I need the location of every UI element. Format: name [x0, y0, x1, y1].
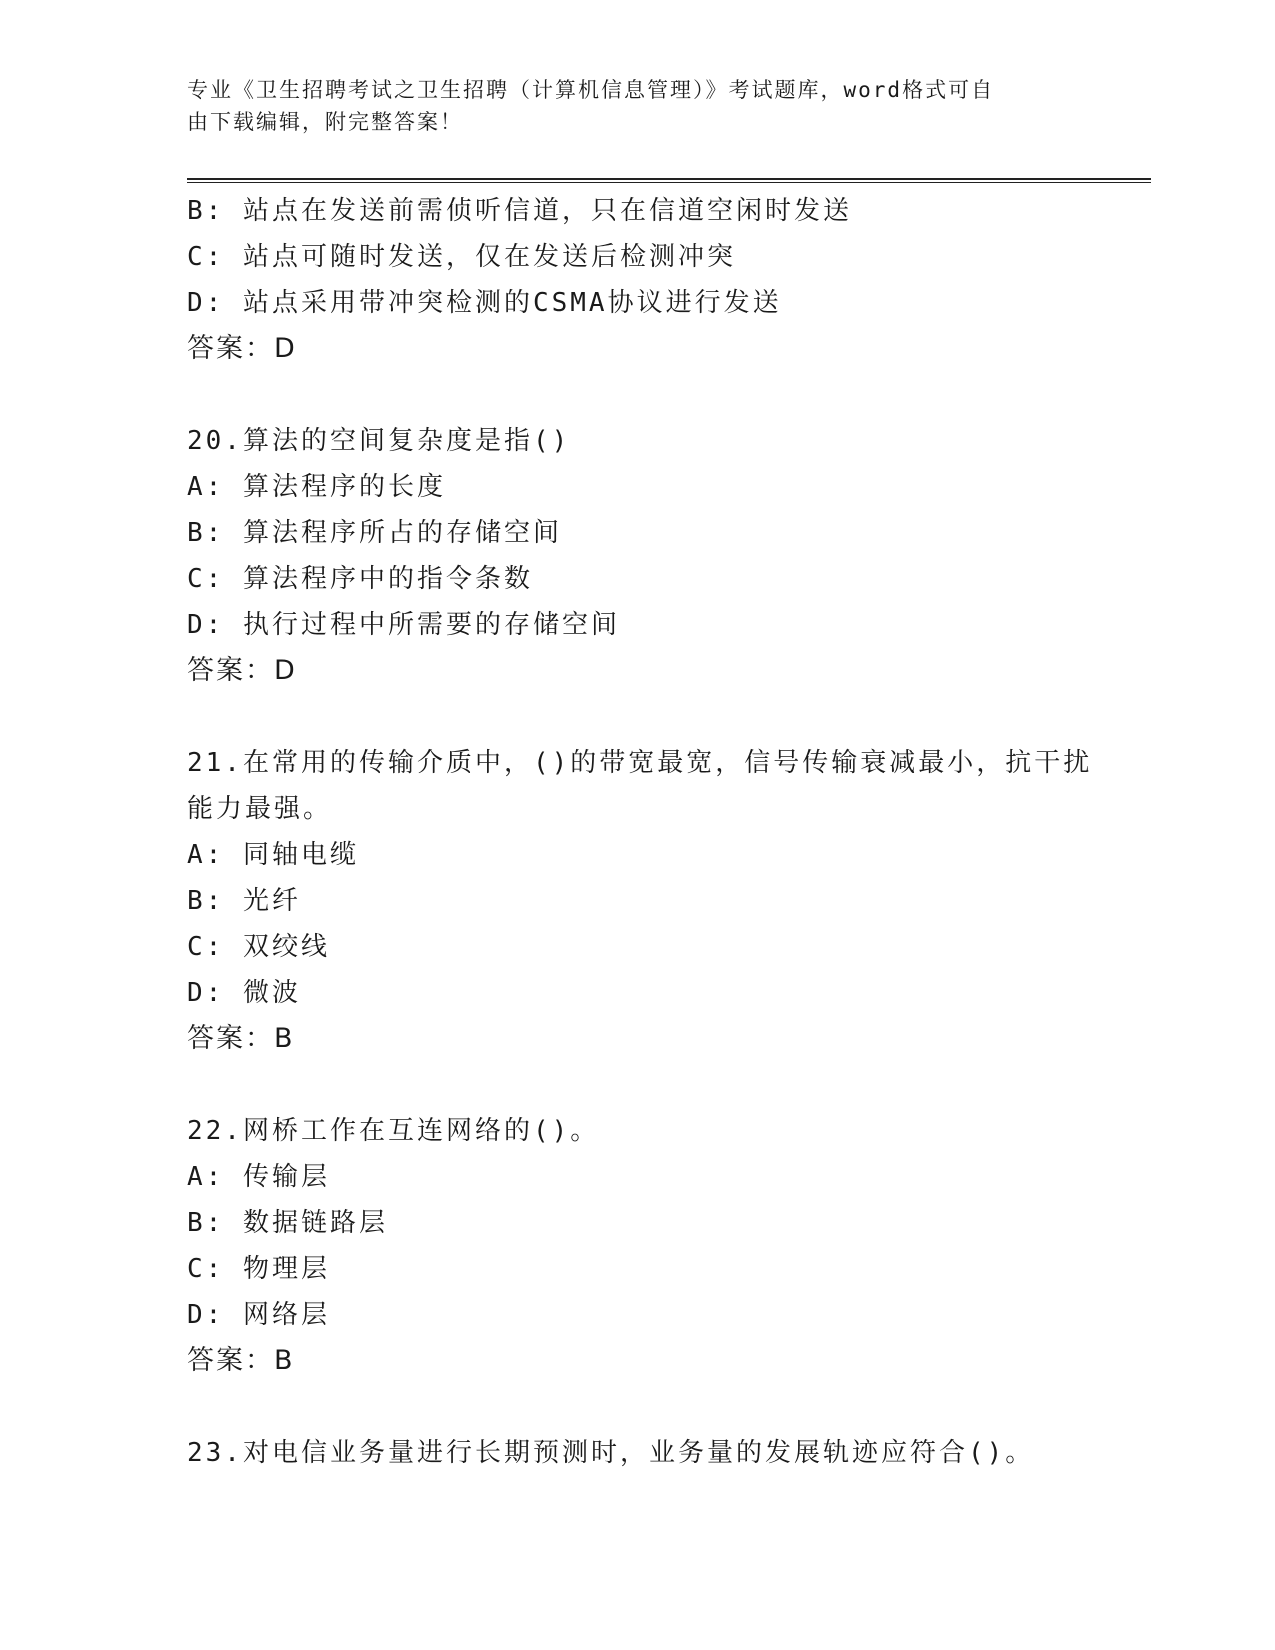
question-text: 20.算法的空间复杂度是指() — [187, 426, 571, 456]
question-text: 23.对电信业务量进行长期预测时，业务量的发展轨迹应符合()。 — [187, 1438, 1035, 1468]
option-c: C: 算法程序中的指令条数 — [187, 564, 533, 594]
option-a: A: 算法程序的长度 — [187, 472, 446, 502]
option-a: A: 同轴电缆 — [187, 840, 359, 870]
answer: 答案：D — [187, 333, 297, 364]
option-b: B: 数据链路层 — [187, 1208, 388, 1238]
header-title-line-1: 专业《卫生招聘考试之卫生招聘（计算机信息管理）》考试题库，word格式可自 — [187, 78, 995, 102]
spacer — [187, 372, 1087, 418]
question-list — [187, 188, 1093, 1476]
option-d: D: 执行过程中所需要的存储空间 — [187, 610, 620, 640]
answer: 答案：B — [187, 1023, 295, 1054]
question-22 — [187, 1108, 1087, 1384]
option-c: C: 站点可随时发送，仅在发送后检测冲突 — [187, 242, 736, 272]
document-header — [187, 74, 1067, 138]
question-text: 22.网桥工作在互连网络的()。 — [187, 1116, 600, 1146]
option-d: D: 站点采用带冲突检测的CSMA协议进行发送 — [187, 288, 782, 318]
spacer — [187, 694, 1087, 740]
spacer — [187, 1384, 1087, 1430]
option-a: A: 传输层 — [187, 1162, 330, 1192]
question-19-continued — [187, 188, 1087, 372]
question-21 — [187, 740, 1093, 1062]
question-23 — [187, 1430, 1087, 1476]
answer: 答案：B — [187, 1345, 295, 1376]
option-b: B: 光纤 — [187, 886, 301, 916]
question-20 — [187, 418, 1087, 694]
answer: 答案：D — [187, 655, 297, 686]
header-title-line-2: 由下载编辑，附完整答案！ — [187, 110, 463, 134]
option-b: B: 算法程序所占的存储空间 — [187, 518, 562, 548]
question-text-line-2: 能力最强。 — [187, 794, 333, 824]
option-d: D: 网络层 — [187, 1300, 330, 1330]
option-d: D: 微波 — [187, 978, 301, 1008]
option-b: B: 站点在发送前需侦听信道，只在信道空闲时发送 — [187, 196, 852, 226]
header-divider — [187, 178, 1151, 183]
option-c: C: 物理层 — [187, 1254, 330, 1284]
option-c: C: 双绞线 — [187, 932, 330, 962]
spacer — [187, 1062, 1087, 1108]
question-text-line-1: 21.在常用的传输介质中，()的带宽最宽，信号传输衰减最小，抗干扰 — [187, 748, 1093, 778]
